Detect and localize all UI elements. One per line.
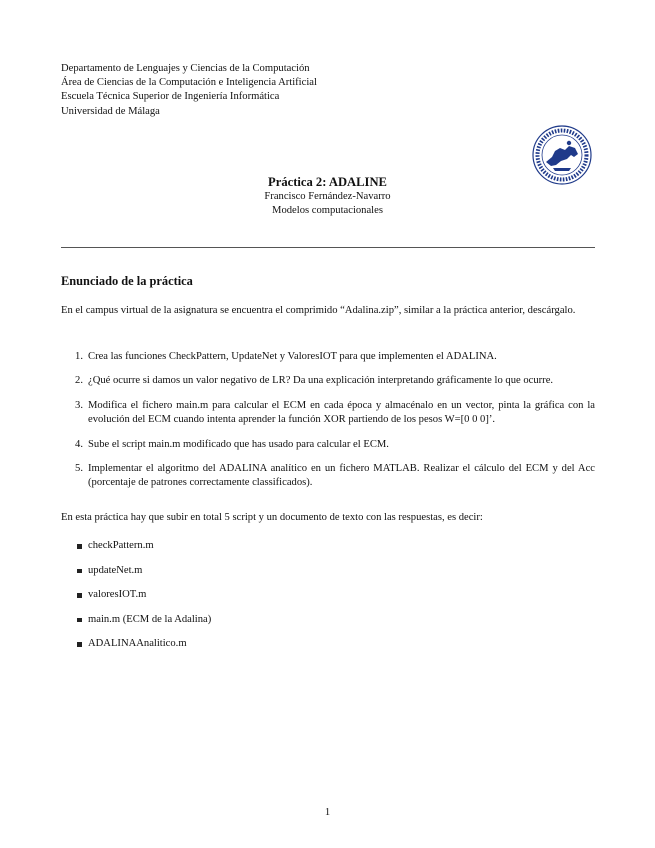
horizontal-rule — [61, 247, 595, 248]
deliverables-list — [61, 539, 211, 662]
header-line-school: Escuela Técnica Superior de Ingeniería Informática — [61, 91, 280, 103]
list-item — [61, 637, 211, 662]
institution-header — [61, 62, 317, 119]
author: Francisco Fernández-Navarro — [264, 191, 391, 202]
list-item-number: 4. — [75, 438, 83, 450]
list-item — [61, 613, 211, 638]
list-item-number: 5. — [75, 463, 83, 475]
list-item-text: ¿Qué ocurre si damos un valor negativo de LR? Da una explicación interpretando gráficamente lo que ocurre. — [88, 375, 554, 387]
list-item-number: 2. — [75, 375, 83, 387]
header-line-department: Departamento de Lenguajes y Ciencias de la Computación — [61, 63, 310, 74]
deliverable-filename: ADALINAAnalitico.m — [88, 638, 187, 649]
square-bullet-icon — [77, 618, 82, 623]
list-item — [61, 438, 595, 452]
intro-paragraph: En el campus virtual de la asignatura se encuentra el comprimido “Adalina.zip”, similar a la práctica anterior, descárgalo. — [61, 305, 576, 316]
document-title: Práctica 2: ADALINE — [268, 175, 387, 189]
list-item — [61, 588, 211, 613]
list-item — [61, 399, 595, 428]
deliverable-filename: checkPattern.m — [88, 540, 154, 551]
deliverable-filename: main.m (ECM de la Adalina) — [88, 613, 212, 625]
list-item-number: 1. — [75, 351, 83, 362]
list-item-text: Implementar el algoritmo del ADALINA analítico en un fichero MATLAB. Realizar el cálculo del ECM y del Acc (porcentaje de patrones correctamente classificados). — [88, 463, 595, 489]
list-item — [61, 350, 595, 364]
list-item — [61, 374, 595, 388]
square-bullet-icon — [77, 642, 82, 647]
list-item-text: Crea las funciones CheckPattern, UpdateNet y ValoresIOT para que implementen el ADALINA. — [88, 351, 497, 362]
square-bullet-icon — [77, 569, 82, 574]
task-list — [61, 350, 595, 501]
deliverable-filename: updateNet.m — [88, 564, 143, 576]
deliverables-intro: En esta práctica hay que subir en total 5 script y un documento de texto con las respuestas, es decir: — [61, 512, 483, 523]
list-item-number: 3. — [75, 399, 83, 411]
course-name: Modelos computacionales — [272, 205, 383, 216]
list-item — [61, 564, 211, 589]
list-item — [61, 539, 211, 564]
header-line-university: Universidad de Málaga — [61, 105, 160, 117]
list-item-text: Modifica el fichero main.m para calcular el ECM en cada época y almacénalo en un vector, pinta la gráfica con la evolución del ECM cuando intenta aprender la función XOR partiendo de los pesos W=[0 0 0]’. — [88, 399, 595, 426]
square-bullet-icon — [77, 544, 82, 549]
header-line-area: Área de Ciencias de la Computación e Inteligencia Artificial — [61, 77, 317, 89]
deliverable-filename: valoresIOT.m — [88, 589, 147, 600]
list-item-text: Sube el script main.m modificado que has usado para calcular el ECM. — [88, 438, 389, 450]
list-item — [61, 462, 595, 491]
title-block — [0, 174, 655, 218]
square-bullet-icon — [77, 593, 82, 598]
section-title: Enunciado de la práctica — [61, 274, 193, 288]
page-number: 1 — [324, 807, 331, 818]
